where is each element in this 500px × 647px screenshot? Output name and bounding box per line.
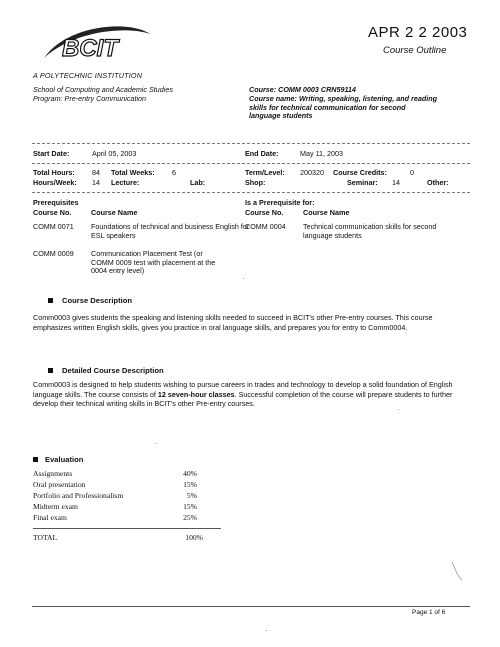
course-description-bullet <box>48 298 53 303</box>
course-description-text: Comm0003 gives students the speaking and listening skills needed to succeed in BCIT's other Pre-entry courses. This course emphasizes written English skills, gives you practice in oral language skills, and prepares you for entry to Comm0004. <box>33 313 433 332</box>
detailed-text-bold: 12 seven-hour classes <box>157 389 235 399</box>
evaluation-total-rule <box>33 528 221 529</box>
lecture-label: Lecture: <box>111 178 140 187</box>
other-label: Other: <box>427 178 449 187</box>
header-rule <box>32 143 470 144</box>
page-number: Page 1 of 6 <box>412 609 446 616</box>
bcit-logo <box>38 20 158 68</box>
credits-label: Course Credits: <box>333 168 387 177</box>
scan-speck <box>398 409 399 410</box>
lab-label: Lab: <box>190 178 206 187</box>
detailed-text-part-2: . Successful completion of the course will prepare students to further develop their technical writing skills in BCIT's other Pre-entry courses. <box>33 389 453 409</box>
prereq-1-no: COMM 0009 <box>33 249 74 258</box>
hours-week-value: 14 <box>92 178 100 187</box>
end-date-value: May 11, 2003 <box>300 149 344 158</box>
eval-row-0-item: Assignments <box>33 469 73 478</box>
start-date-label: Start Date: <box>33 149 70 158</box>
hours-rule <box>32 192 470 193</box>
course-description-title: Course Description <box>62 296 133 305</box>
stamp-date: APR 2 2 2003 <box>368 24 468 41</box>
eval-row-4-pct: 25% <box>183 513 197 522</box>
eval-row-2-item: Portfolio and Professionalism <box>33 491 124 500</box>
prereq-0-name: Foundations of technical and business English for ESL speakers <box>91 222 250 240</box>
total-hours-label: Total Hours: <box>33 168 75 177</box>
detailed-description-text <box>33 380 465 409</box>
credits-value: 0 <box>410 168 414 177</box>
evaluation-title: Evaluation <box>45 455 84 464</box>
prereq-col-no: Course No. <box>33 208 72 217</box>
course-name-label: Course name: <box>249 94 297 103</box>
prereq-of-col-no: Course No. <box>245 208 284 217</box>
evaluation-bullet <box>33 457 38 462</box>
eval-row-0-pct: 40% <box>183 469 197 478</box>
document-type: Course Outline <box>383 45 447 56</box>
course-name-block <box>249 95 439 121</box>
total-weeks-label: Total Weeks: <box>111 168 155 177</box>
prereq-of-0-name: Technical communication skills for second language students <box>303 222 437 240</box>
school-name: School of Computing and Academic Studies <box>33 85 173 94</box>
term-value: 200320 <box>300 168 324 177</box>
detailed-description-bullet <box>48 368 53 373</box>
eval-total-pct: 100% <box>185 533 203 542</box>
seminar-label: Seminar: <box>347 178 378 187</box>
eval-row-1-pct: 15% <box>183 480 197 489</box>
prereq-of-0-no: COMM 0004 <box>245 222 286 231</box>
prereq-col-name: Course Name <box>91 208 138 217</box>
institution-tagline: A POLYTECHNIC INSTITUTION <box>33 71 143 80</box>
scan-speck <box>243 278 244 279</box>
prereq-0-no: COMM 0071 <box>33 222 74 231</box>
seminar-value: 14 <box>392 178 400 187</box>
end-date-label: End Date: <box>245 149 279 158</box>
course-name: Writing, speaking, listening, and reading skills for technical communication for second language students <box>249 94 437 121</box>
dates-rule <box>32 163 470 164</box>
eval-row-1-item: Oral presentation <box>33 480 86 489</box>
scan-speck <box>155 443 156 444</box>
logo-text: BCIT <box>62 35 118 62</box>
course-code: Course: COMM 0003 CRN59114 <box>249 85 356 94</box>
scan-speck <box>266 630 267 631</box>
eval-row-3-item: Midterm exam <box>33 502 78 511</box>
detailed-text-part-1: Comm0003 is designed to help students wishing to pursue careers in trades and technology to develop a solid foundation of English language skills. The course consists of <box>33 380 453 399</box>
program-name: Program: Pre-entry Communication <box>33 94 147 103</box>
eval-row-4-item: Final exam <box>33 513 67 522</box>
prereq-1-name: Communication Placement Test (or COMM 0009 test with placement at the 0004 entry level) <box>91 249 216 276</box>
prereq-of-title: Is a Prerequisite for: <box>245 198 315 207</box>
eval-row-2-pct: 5% <box>186 491 197 500</box>
shop-label: Shop: <box>245 178 266 187</box>
eval-total-label: TOTAL <box>33 533 58 542</box>
total-hours-value: 84 <box>92 168 100 177</box>
scan-mark <box>450 560 464 584</box>
detailed-description-title: Detailed Course Description <box>62 366 164 375</box>
start-date-value: April 05, 2003 <box>92 149 137 158</box>
eval-row-3-pct: 15% <box>183 502 197 511</box>
prerequisites-title: Prerequisites <box>33 198 79 207</box>
hours-week-label: Hours/Week: <box>33 178 77 187</box>
prereq-of-col-name: Course Name <box>303 208 350 217</box>
total-weeks-value: 6 <box>172 168 176 177</box>
footer-rule <box>32 606 470 607</box>
term-label: Term/Level: <box>245 168 285 177</box>
